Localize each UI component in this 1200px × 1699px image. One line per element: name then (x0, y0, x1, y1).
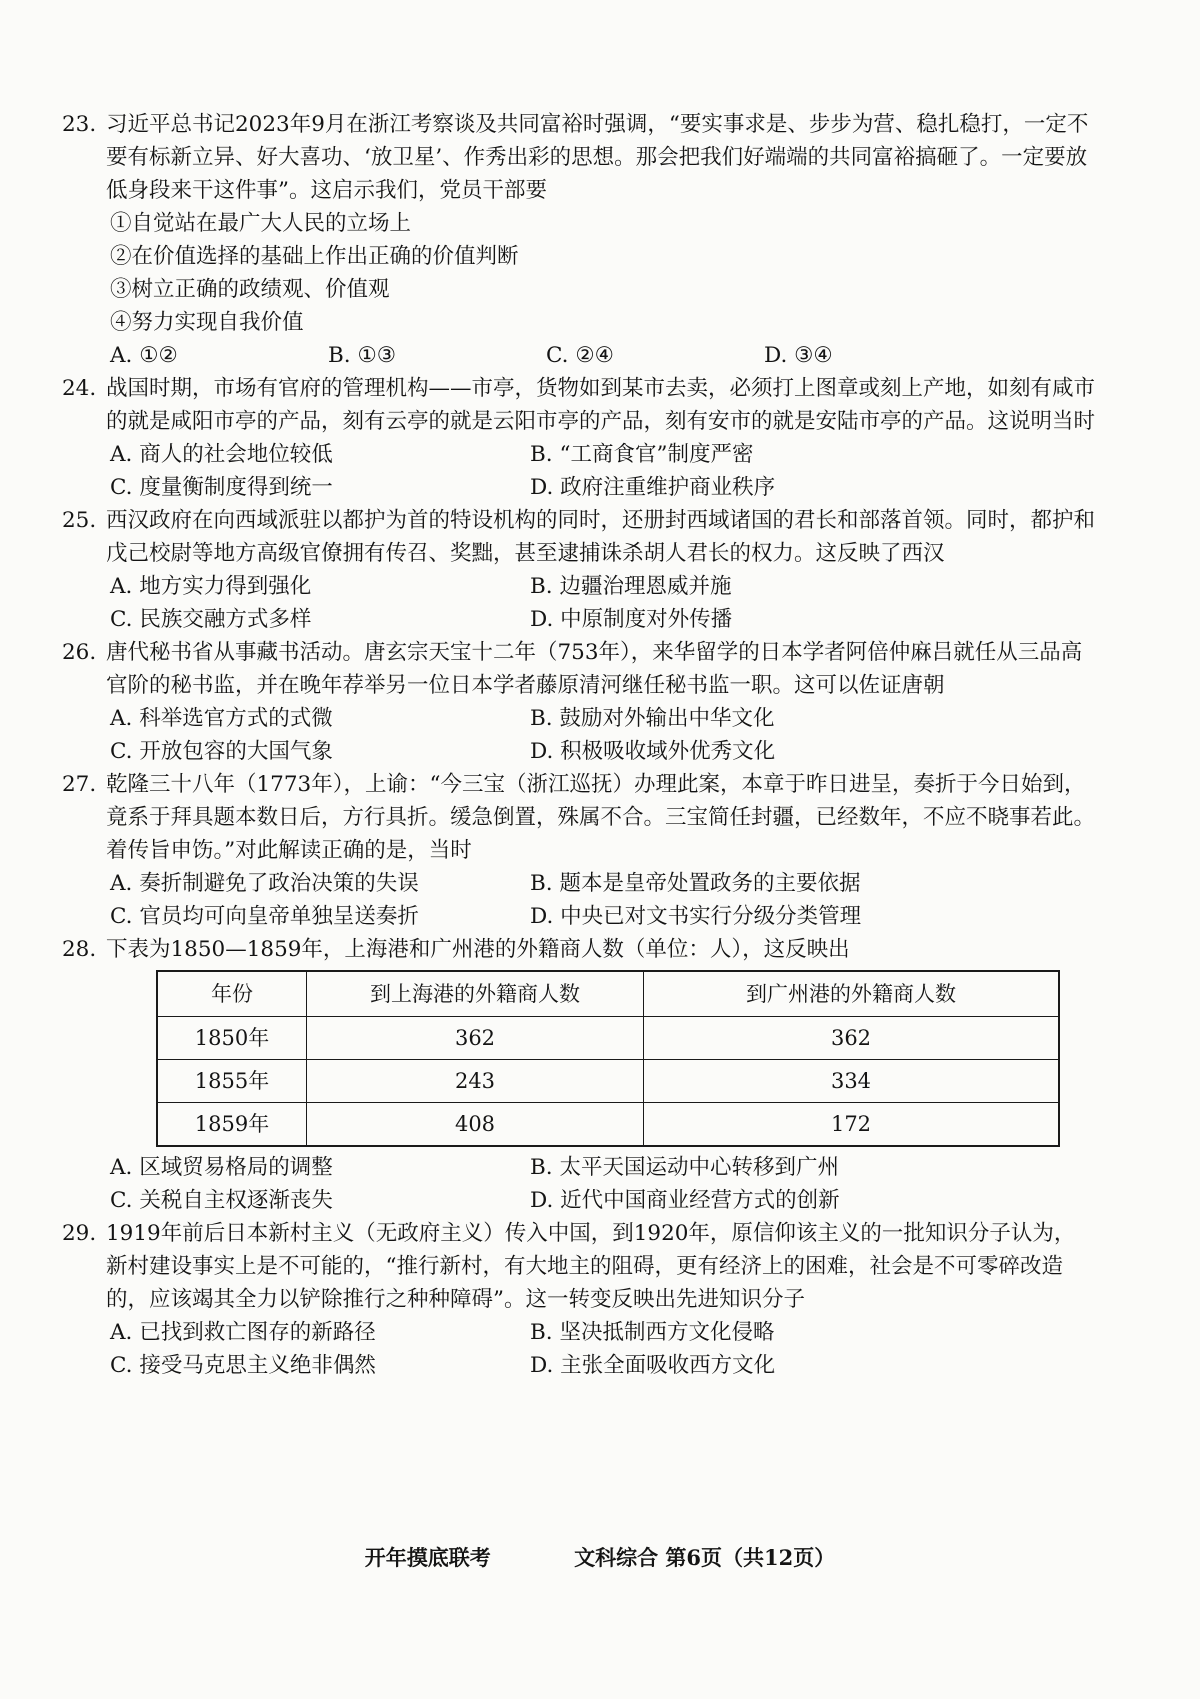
table-row (157, 1060, 1059, 1103)
answer-options (72, 570, 1096, 636)
question-stem (62, 372, 1096, 438)
option-a: A. ①② (110, 343, 178, 368)
page-number: 文科综合 第6页（共12页） (574, 1545, 836, 1570)
cell-shanghai: 408 (307, 1103, 644, 1147)
statement-item: ②在价值选择的基础上作出正确的价值判断 (110, 244, 519, 269)
question-number: 28. (62, 937, 97, 962)
question-24 (62, 372, 1096, 504)
option-b: B. 题本是皇帝处置政务的主要依据 (530, 871, 861, 896)
option-b: B. 边疆治理恩威并施 (530, 574, 732, 599)
question-text: 乾隆三十八年（1773年），上谕：“今三宝（浙江巡抚）办理此案，本章于昨日进呈，奏折于今日始到，竟系于拜具题本数日后，方行具折。缓急倒置，殊属不合。三宝简任封疆，已经数年，不应不晓事若此。着传旨申饬。”对此解读正确的是，当时 (106, 772, 1096, 863)
cell-year: 1859年 (157, 1103, 307, 1147)
answer-options (72, 438, 1096, 504)
option-a: A. 商人的社会地位较低 (110, 442, 333, 467)
option-c: C. 官员均可向皇帝单独呈送奏折 (110, 904, 419, 929)
option-b: B. 太平天国运动中心转移到广州 (530, 1155, 839, 1180)
answer-options (72, 867, 1096, 933)
option-b: B. 坚决抵制西方文化侵略 (530, 1320, 775, 1345)
question-29 (62, 1217, 1096, 1382)
question-stem (62, 768, 1096, 867)
question-23 (62, 108, 1096, 372)
question-text: 下表为1850—1859年，上海港和广州港的外籍商人数（单位：人），这反映出 (106, 937, 850, 962)
question-stem (62, 504, 1096, 570)
cell-guangzhou: 362 (644, 1017, 1060, 1060)
header-year: 年份 (157, 971, 307, 1017)
question-text: 战国时期，市场有官府的管理机构——市亭，货物如到某市去卖，必须打上图章或刻上产地，如刻有咸市的就是咸阳市亭的产品，刻有云亭的就是云阳市亭的产品，刻有安市的就是安陆市亭的产品。这说明当时 (106, 376, 1096, 434)
exam-name: 开年摸底联考 (364, 1545, 491, 1570)
option-d: D. 中原制度对外传播 (530, 607, 733, 632)
cell-shanghai: 362 (307, 1017, 644, 1060)
option-d: D. ③④ (764, 343, 833, 368)
option-c: C. ②④ (546, 343, 614, 368)
question-number: 24. (62, 376, 97, 401)
question-stem (62, 933, 1096, 966)
option-d: D. 积极吸收域外优秀文化 (530, 739, 776, 764)
question-number: 25. (62, 508, 97, 533)
statement-item: ④努力实现自我价值 (110, 310, 304, 335)
page-footer (0, 1542, 1200, 1572)
table-row (157, 1103, 1059, 1147)
option-c: C. 开放包容的大国气象 (110, 739, 333, 764)
option-d: D. 主张全面吸收西方文化 (530, 1353, 776, 1378)
answer-options (72, 1316, 1096, 1382)
option-c: C. 接受马克思主义绝非偶然 (110, 1353, 376, 1378)
question-number: 27. (62, 772, 97, 797)
table-header-row (157, 971, 1059, 1017)
option-a: A. 已找到救亡图存的新路径 (110, 1320, 376, 1345)
question-text: 1919年前后日本新村主义（无政府主义）传入中国，到1920年，原信仰该主义的一批知识分子认为，新村建设事实上是不可能的，“推行新村，有大地主的阻碍，更有经济上的困难，社会是不可零碎改造的，应该竭其全力以铲除推行之种种障碍”。这一转变反映出先进知识分子 (106, 1221, 1076, 1312)
cell-guangzhou: 172 (644, 1103, 1060, 1147)
question-stem (62, 108, 1096, 207)
option-a: A. 区域贸易格局的调整 (110, 1155, 333, 1180)
question-sheet (62, 108, 1096, 1382)
question-26 (62, 636, 1096, 768)
header-guangzhou: 到广州港的外籍商人数 (644, 971, 1060, 1017)
option-d: D. 中央已对文书实行分级分类管理 (530, 904, 862, 929)
question-stem (62, 636, 1096, 702)
header-shanghai: 到上海港的外籍商人数 (307, 971, 644, 1017)
question-text: 西汉政府在向西域派驻以都护为首的特设机构的同时，还册封西域诸国的君长和部落首领。同时，都护和戊己校尉等地方高级官僚拥有传召、奖黜，甚至逮捕诛杀胡人君长的权力。这反映了西汉 (106, 508, 1096, 566)
question-25 (62, 504, 1096, 636)
option-c: C. 民族交融方式多样 (110, 607, 312, 632)
cell-shanghai: 243 (307, 1060, 644, 1103)
option-d: D. 政府注重维护商业秩序 (530, 475, 776, 500)
option-b: B. 鼓励对外输出中华文化 (530, 706, 775, 731)
table-container (72, 966, 1096, 1151)
question-number: 23. (62, 112, 97, 137)
cell-guangzhou: 334 (644, 1060, 1060, 1103)
question-number: 26. (62, 640, 97, 665)
option-a: A. 科举选官方式的式微 (110, 706, 333, 731)
option-b: B. ①③ (328, 343, 397, 368)
question-number: 29. (62, 1221, 97, 1246)
question-text: 唐代秘书省从事藏书活动。唐玄宗天宝十二年（753年），来华留学的日本学者阿倍仲麻吕就任从三品高官阶的秘书监，并在晚年荐举另一位日本学者藤原清河继任秘书监一职。这可以佐证唐朝 (106, 640, 1083, 698)
table-row (157, 1017, 1059, 1060)
statement-item: ①自觉站在最广大人民的立场上 (110, 211, 412, 236)
answer-options (72, 339, 1096, 372)
question-text: 习近平总书记2023年9月在浙江考察谈及共同富裕时强调，“要实事求是、步步为营、稳扎稳打，一定不要有标新立异、好大喜功、‘放卫星’、作秀出彩的思想。那会把我们好端端的共同富裕搞砸了。一定要放低身段来干这件事”。这启示我们，党员干部要 (106, 112, 1089, 203)
question-stem (62, 1217, 1096, 1316)
option-a: A. 地方实力得到强化 (110, 574, 312, 599)
option-c: C. 度量衡制度得到统一 (110, 475, 333, 500)
option-a: A. 奏折制避免了政治决策的失误 (110, 871, 419, 896)
question-27 (62, 768, 1096, 933)
answer-options (72, 702, 1096, 768)
option-d: D. 近代中国商业经营方式的创新 (530, 1188, 840, 1213)
question-28 (62, 933, 1096, 1217)
cell-year: 1850年 (157, 1017, 307, 1060)
cell-year: 1855年 (157, 1060, 307, 1103)
statement-item: ③树立正确的政绩观、价值观 (110, 277, 390, 302)
answer-options (72, 1151, 1096, 1217)
option-b: B. “工商食官”制度严密 (530, 442, 754, 467)
merchant-count-table (156, 970, 1060, 1147)
option-c: C. 关税自主权逐渐丧失 (110, 1188, 333, 1213)
